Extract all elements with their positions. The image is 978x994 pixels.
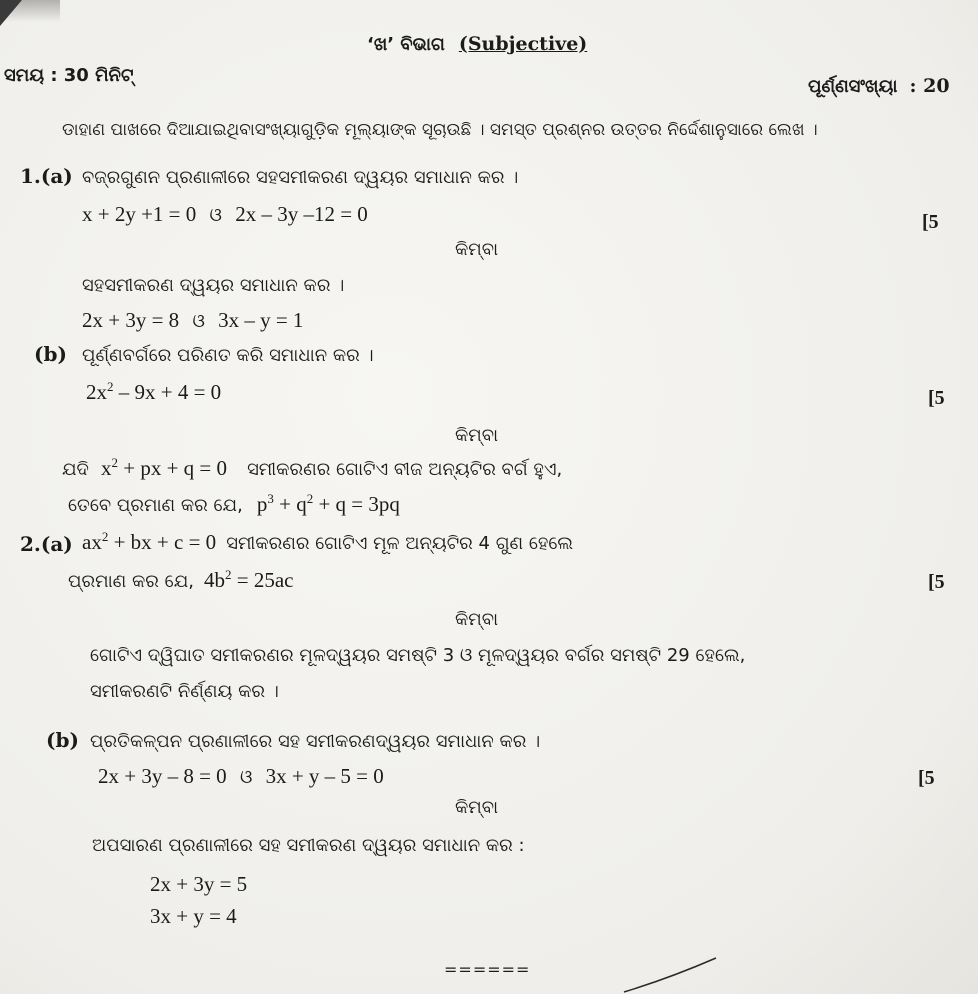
or-divider: କିମ୍ବା — [455, 609, 499, 630]
q2a-result: $4b^2 = 25ac$ — [204, 567, 294, 592]
q1b-text: ପୂର୍ଣ୍ଣବର୍ଗରେ ପରିଣତ କରି ସମାଧାନ କର । — [82, 345, 374, 366]
q2b-text: ପ୍ରତିକଳ୍ପନ ପ୍ରଣାଳୀରେ ସହ ସମୀକରଣଦ୍ୱୟର ସମାଧାନ କର । — [90, 731, 541, 752]
q2b-marks: [5 — [918, 767, 935, 789]
q2a-text: ସମୀକରଣର ଗୋଟିଏ ମୂଳ ଅନ୍ୟଟିର 4 ଗୁଣ ହେଲେ — [226, 533, 574, 554]
q1b-alt-result: $p^3 + q^2 + q = 3pq$ — [256, 491, 400, 516]
q1b-marks: [5 — [928, 387, 945, 409]
section-title-odia: ‘ଖ’ ବିଭାଗ — [367, 34, 445, 55]
q1b-alt-if: ଯଦି — [62, 459, 89, 480]
q2b-alt-eq1: 2x + 3y = 5 — [150, 872, 248, 896]
q1b-alt-equation: $x^2$ + px + q = 0 — [100, 455, 228, 480]
conjunction: ଓ — [192, 311, 205, 332]
q2a-equation: $ax^2$ + bx + c = 0 — [82, 529, 217, 554]
q1a-equations — [82, 202, 368, 228]
q2b-eq2: 3x + y – 5 = 0 — [265, 764, 384, 788]
q2a-line2 — [68, 568, 294, 594]
q1a-alt-eq1: 2x + 3y = 8 — [82, 308, 180, 332]
q2b-alt-text: ଅପସାରଣ ପ୍ରଣାଳୀରେ ସହ ସମୀକରଣ ଦ୍ୱୟର ସମାଧାନ କର : — [92, 835, 525, 856]
q1b-alt-eq-rest: + px + q = 0 — [123, 456, 228, 480]
q1a-alt-equations — [82, 308, 303, 334]
q1a-marks: [5 — [922, 211, 939, 233]
time-label: ସମୟ : 30 ମିନିଟ୍ — [4, 65, 134, 86]
or-divider: କିମ୍ବା — [455, 425, 499, 446]
q2a-res-rest: = 25ac — [236, 568, 294, 592]
q2b-eq1: 2x + 3y – 8 = 0 — [98, 764, 227, 788]
section-title — [367, 32, 587, 57]
q1b-equation: $2x^2 - 9x + 4 = 0$ — [86, 379, 222, 404]
q1b-alt-line1 — [62, 456, 562, 482]
q1b-alt-text1: ସମୀକରଣର ଗୋଟିଏ ବୀଜ ଅନ୍ୟଟିର ବର୍ଗ ହୁଏ, — [247, 459, 563, 480]
q2a-eq-rest: + bx + c = 0 — [113, 530, 217, 554]
q1b-eq-rest: – 9x + 4 = 0 — [118, 380, 222, 404]
conjunction: ଓ — [239, 767, 253, 788]
q2b-alt-eq2: 3x + y = 4 — [150, 904, 237, 928]
end-marker: ====== — [444, 960, 531, 979]
or-divider: କିମ୍ବା — [455, 239, 499, 260]
full-marks — [808, 74, 950, 99]
conjunction: ଓ — [209, 205, 222, 226]
q1b-alt-tail: + q = 3pq — [318, 492, 400, 516]
q2-number: 2.(a) — [20, 532, 73, 556]
page-corner-fold — [0, 0, 22, 26]
q2a-eq-term: ax — [82, 530, 102, 554]
instruction: ଡାହାଣ ପାଖରେ ଦିଆଯାଇଥିବାସଂଖ୍ୟାଗୁଡ଼ିକ ମୂଲ୍ୟାଙ୍କ ସୂଚାଉଛି । ସମସ୍ତ ପ୍ରଶ୍ନର ଉତ୍ତର ନିର୍ଦ୍ଦେଶାନୁସାରେ ଲେଖ । — [62, 120, 818, 140]
q2a-res-term: 4b — [204, 568, 226, 592]
q2b-equations — [98, 764, 384, 790]
full-marks-value: : 20 — [909, 75, 950, 97]
q1a-eq2: 2x – 3y –12 = 0 — [235, 202, 368, 226]
q1b-alt-text2: ତେବେ ପ୍ରମାଣ କର ଯେ, — [68, 495, 243, 516]
q1a-text: ବଜ୍ରଗୁଣନ ପ୍ରଣାଳୀରେ ସହସମୀକରଣ ଦ୍ୱୟର ସମାଧାନ କର । — [82, 167, 519, 188]
q2a-alt-text2: ସମୀକରଣଟି ନିର୍ଣ୍ଣୟ କର । — [90, 681, 279, 702]
section-title-english: (Subjective) — [458, 33, 588, 55]
q2a-line1 — [82, 530, 573, 556]
q1b-alt-q: + q — [279, 492, 307, 516]
q1a-alt-eq2: 3x – y = 1 — [218, 308, 304, 332]
q1a-eq1: x + 2y +1 = 0 — [82, 202, 197, 226]
q2a-prove: ପ୍ରମାଣ କର ଯେ, — [68, 571, 194, 592]
q2a-marks: [5 — [928, 571, 945, 593]
q2a-alt-text1: ଗୋଟିଏ ଦ୍ୱିଘାତ ସମୀକରଣର ମୂଳଦ୍ୱୟର ସମଷ୍ଟି 3 ଓ ମୂଳଦ୍ୱୟର ବର୍ଗର ସମଷ୍ଟି 29 ହେଲେ, — [90, 645, 746, 666]
q1-number: 1.(a) — [20, 164, 73, 188]
full-marks-label: ପୂର୍ଣ୍ଣସଂଖ୍ୟା — [808, 76, 898, 97]
q1b-alt-line2 — [68, 492, 400, 518]
q1a-alt-text: ସହସମୀକରଣ ଦ୍ୱୟର ସମାଧାନ କର । — [82, 275, 345, 296]
q1b-eq-term: 2x — [86, 380, 107, 404]
q2b-number: (b) — [46, 728, 79, 752]
q1b-number: (b) — [34, 342, 67, 366]
q1b-alt-eq-x: x — [100, 456, 112, 480]
pen-stroke — [620, 952, 720, 994]
q1b-alt-p: p — [256, 492, 268, 516]
or-divider: କିମ୍ବା — [455, 797, 499, 818]
